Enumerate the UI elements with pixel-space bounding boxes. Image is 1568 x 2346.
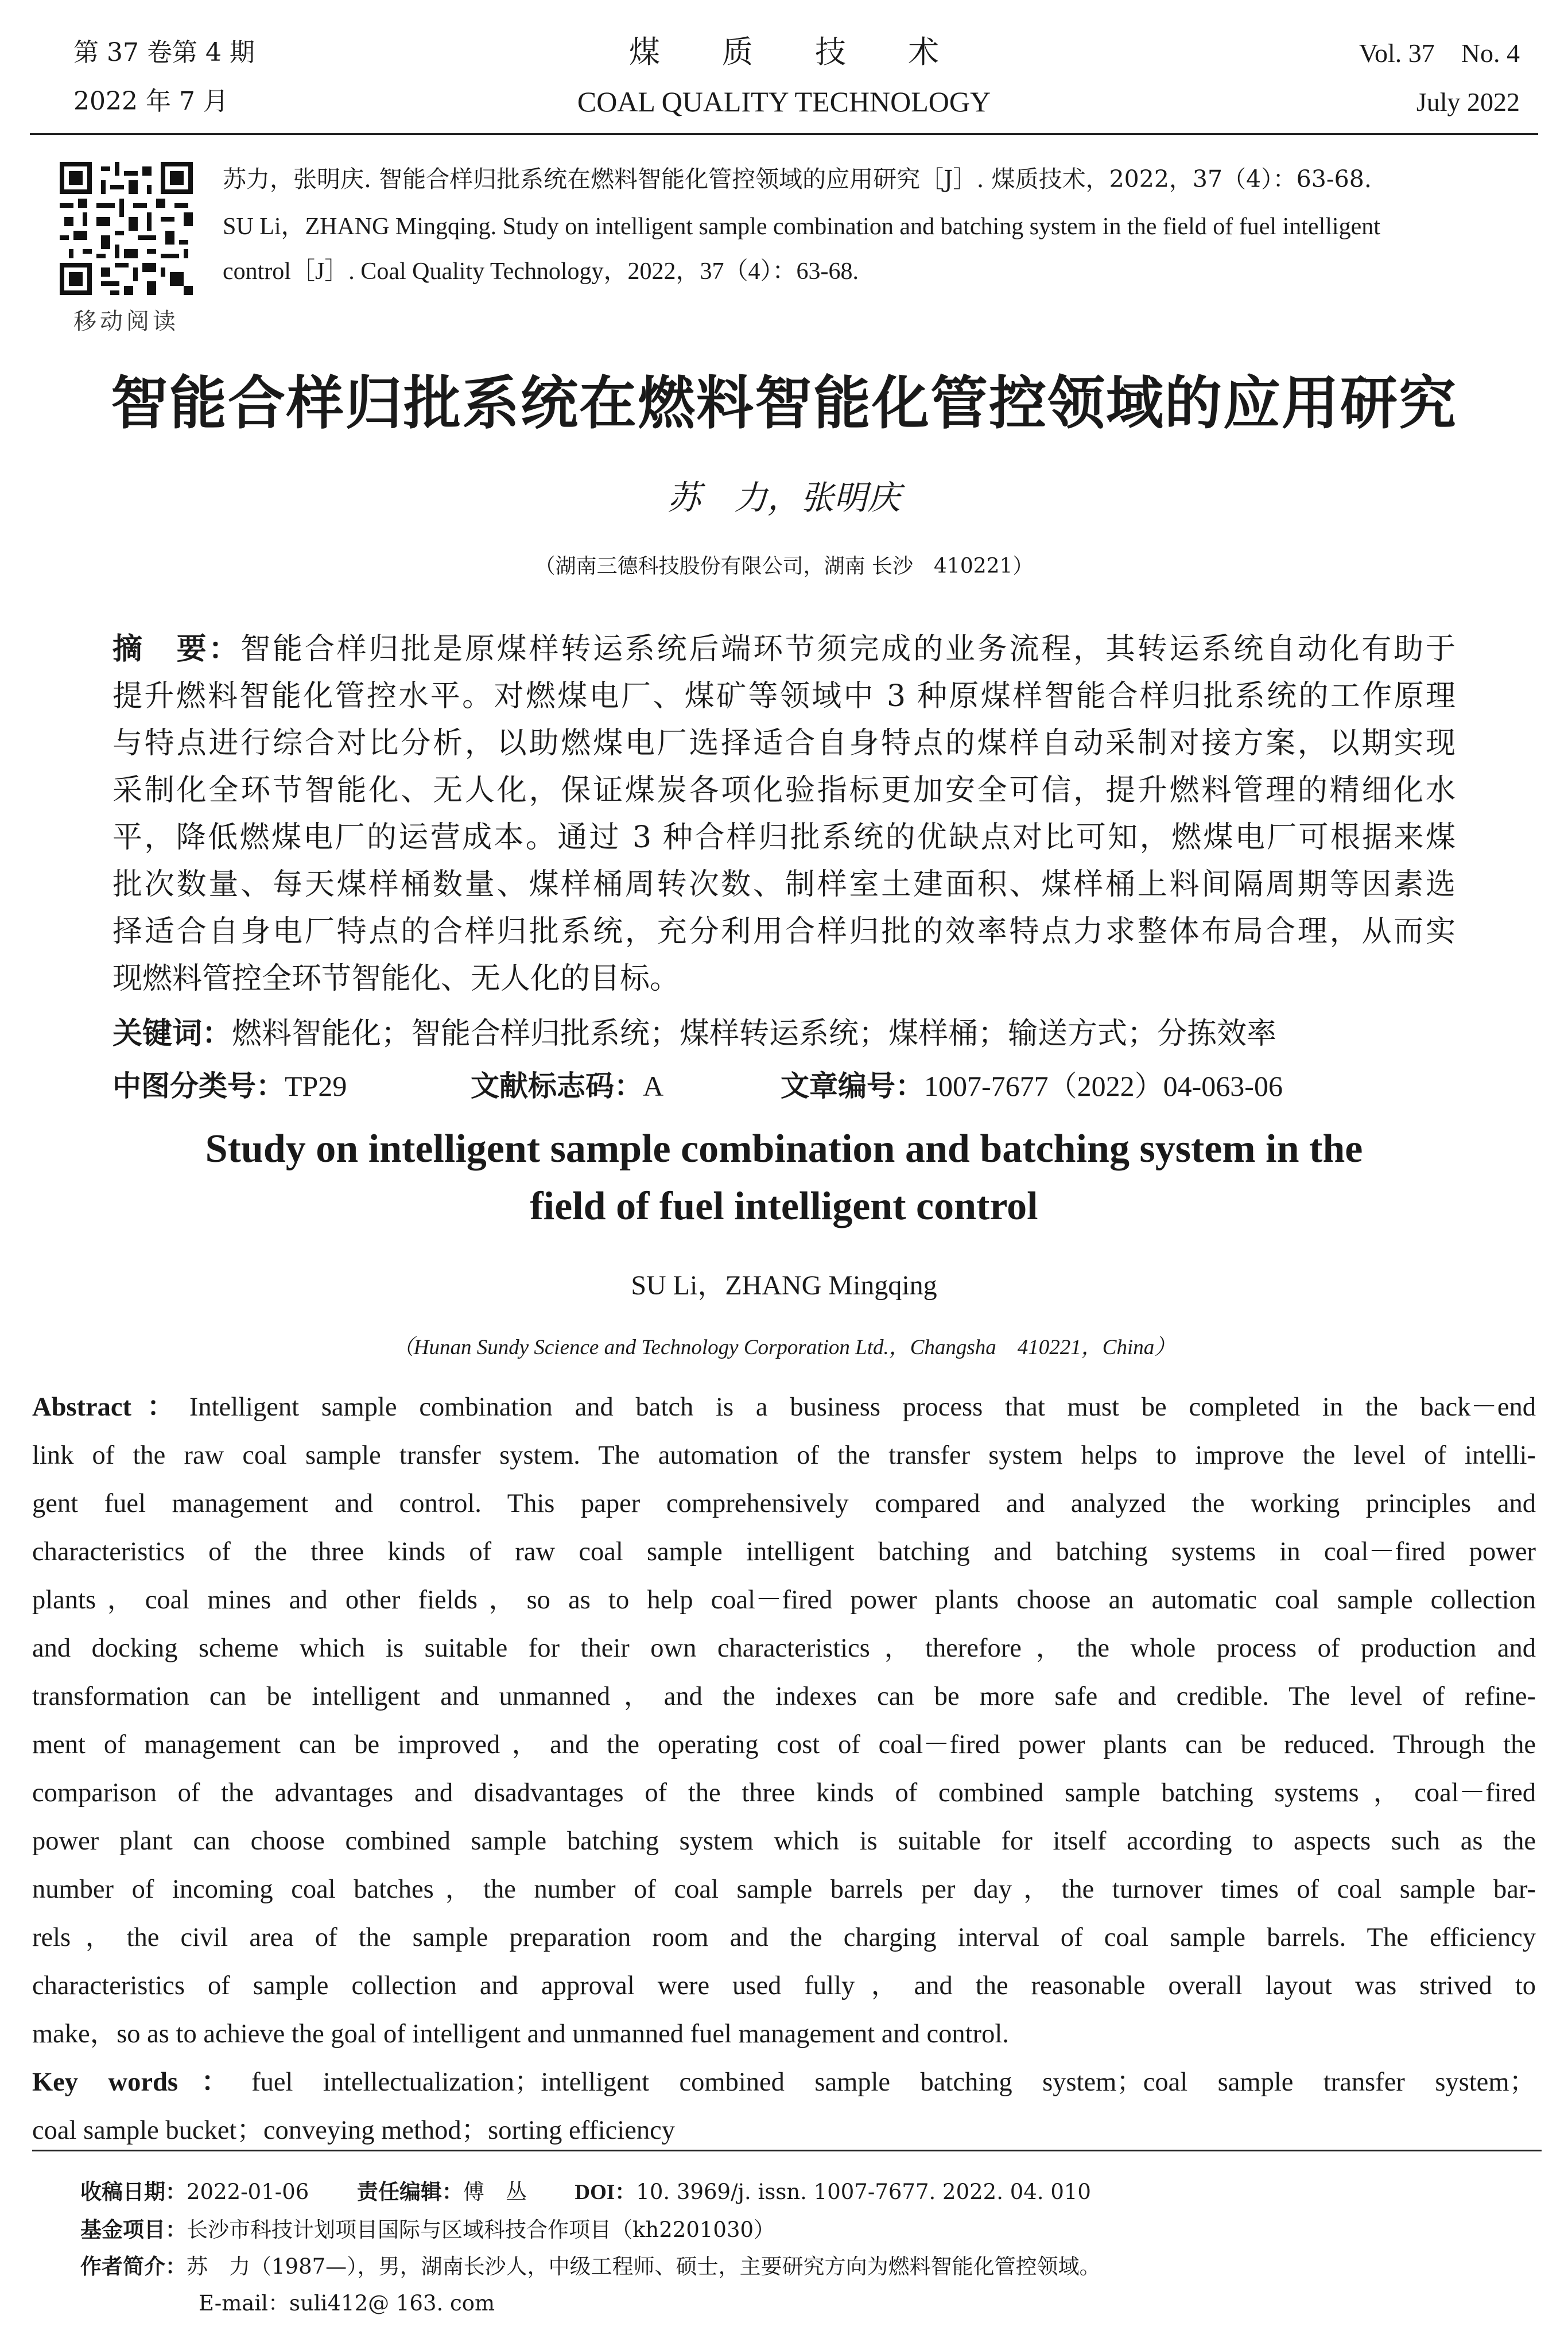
clc-label: 中图分类号： xyxy=(112,1069,285,1103)
abstract-cn-line-4: 采制化全环节智能化、无人化，保证煤炭各项化验指标更加安全可信，提升燃料管理的精细化水 xyxy=(112,773,1456,808)
received-value: 2022-01-06 xyxy=(187,2180,309,2204)
bio-label: 作者简介： xyxy=(80,2254,187,2279)
abstract-en-line-2: link of the raw coal sample transfer system. The automation of the transfer system helps to improve the level of intelli- xyxy=(32,1441,1536,1470)
clc-number xyxy=(112,1063,347,1104)
keywords-en-line-1 xyxy=(32,2058,1536,2107)
keywords-cn xyxy=(112,1010,1456,1057)
bio-value: 苏 力（1987—），男，湖南长沙人，中级工程师、硕士，主要研究方向为燃料智能化管控领域。 xyxy=(187,2254,1101,2279)
abstract-en-label: Abstract： xyxy=(32,1393,189,1422)
volume-issue-en: Vol. 37 No. 4 xyxy=(1359,38,1520,68)
footnote-received xyxy=(80,2181,1091,2203)
footnote-bio xyxy=(80,2256,1101,2277)
abstract-en-line-3: gent fuel management and control. This paper comprehensively compared and analyzed the working principles and xyxy=(32,1489,1536,1518)
footnote-fund xyxy=(80,2219,775,2240)
abstract-cn-line-1 xyxy=(112,626,1456,673)
abstract-en-line-13: characteristics of sample collection and approval were used fully，and the reasonable overall layout was strived to xyxy=(32,1971,1536,2000)
keywords-en-text: fuel intellectualization；intelligent combined sample batching system；coal sample transfer system； xyxy=(251,2068,1536,2097)
abstract-cn-text: 智能合样归批是原煤样转运系统后端环节须完成的业务流程，其转运系统自动化有助于 xyxy=(240,632,1456,666)
affiliation-en: （Hunan Sundy Science and Technology Corporation Ltd.，Changsha 410221，China） xyxy=(392,1336,1176,1359)
abstract-en-line-12: rels，the civil area of the sample preparation room and the charging interval of coal sample barrels. The efficiency xyxy=(32,1923,1536,1952)
abstract-cn-line-8: 现燃料管控全环节智能化、无人化的目标。 xyxy=(112,961,680,996)
clc-value: TP29 xyxy=(285,1070,347,1102)
citation-line-cn: 苏力，张明庆. 智能合样归批系统在燃料智能化管控领域的应用研究［J］. 煤质技术，2022，37（4）：63-68. xyxy=(223,165,1372,193)
abstract-cn-label: 摘 要： xyxy=(112,632,241,666)
journal-title-cn: 煤 质 技 术 xyxy=(629,34,939,70)
keywords-cn-label: 关键词： xyxy=(112,1017,232,1051)
doi-value: 10. 3969/j. issn. 1007-7677. 2022. 04. 010 xyxy=(636,2180,1091,2204)
header-rule xyxy=(30,133,1538,135)
citation-line-en-1: SU Li，ZHANG Mingqing. Study on intelligent sample combination and batching system in the field of fuel intelligent xyxy=(223,214,1380,240)
abstract-en-line-7: transformation can be intelligent and unmanned，and the indexes can be more safe and credible. The level of refine- xyxy=(32,1682,1536,1711)
editor-value: 傅 丛 xyxy=(463,2180,527,2204)
doc-code-label: 文献标志码： xyxy=(471,1069,643,1103)
abstract-en-line-4: characteristics of the three kinds of raw coal sample intelligent batching and batching systems in coal－fired power xyxy=(32,1537,1536,1566)
abstract-en-line-11: number of incoming coal batches，the number of coal sample barrels per day，the turnover times of coal sample bar- xyxy=(32,1875,1536,1904)
date-cn: 2022 年 7 月 xyxy=(73,87,228,116)
paper-title-en-line-1: Study on intelligent sample combination and batching system in the xyxy=(205,1127,1363,1171)
keywords-en-label: Key words： xyxy=(32,2068,252,2097)
article-number-value: 1007-7677（2022）04-063-06 xyxy=(924,1070,1283,1102)
doc-code xyxy=(471,1063,663,1104)
article-number xyxy=(781,1063,1283,1104)
qr-code-icon xyxy=(60,162,193,295)
abstract-cn-line-7: 择适合自身电厂特点的合样归批系统，充分利用合样归批的效率特点力求整体布局合理，从而实 xyxy=(112,914,1456,949)
date-en: July 2022 xyxy=(1416,87,1520,117)
abstract-en-line-6: and docking scheme which is suitable for their own characteristics，therefore，the whole process of production and xyxy=(32,1634,1536,1663)
abstract-cn-line-2: 提升燃料智能化管控水平。对燃煤电厂、煤矿等领域中 3 种原煤样智能合样归批系统的工作原理 xyxy=(112,679,1456,714)
authors-en: SU Li，ZHANG Mingqing xyxy=(631,1270,937,1301)
article-number-label: 文章编号： xyxy=(781,1069,924,1103)
abstract-en-line-10: power plant can choose combined sample batching system which is suitable for itself according to aspects such as the xyxy=(32,1827,1536,1856)
keywords-en xyxy=(32,2058,1536,2155)
authors-cn: 苏 力，张明庆 xyxy=(667,478,901,517)
footnote-rule xyxy=(32,2150,1542,2151)
received-label: 收稿日期： xyxy=(80,2180,187,2204)
abstract-en-text: Intelligent sample combination and batch is a business process that must be completed in the back－end xyxy=(189,1393,1536,1422)
footnote-email: E-mail：suli412@ 163. com xyxy=(199,2291,495,2316)
abstract-en xyxy=(32,1383,1536,2058)
abstract-en-line-5: plants，coal mines and other fields，so as to help coal－fired power plants choose an automatic coal sample collection xyxy=(32,1585,1536,1615)
journal-title-en: COAL QUALITY TECHNOLOGY xyxy=(577,86,991,118)
fund-value: 长沙市科技计划项目国际与区域科技合作项目（kh2201030） xyxy=(187,2217,775,2242)
paper-title-en-line-2: field of fuel intelligent control xyxy=(530,1184,1038,1228)
abstract-cn-line-3: 与特点进行综合对比分析，以助燃煤电厂选择适合自身特点的煤样自动采制对接方案，以期实现 xyxy=(112,726,1456,761)
volume-issue-cn: 第 37 卷第 4 期 xyxy=(73,38,255,67)
qr-caption: 移动阅读 xyxy=(73,308,179,335)
abstract-cn xyxy=(112,626,1456,1002)
paper-title-cn: 智能合样归批系统在燃料智能化管控领域的应用研究 xyxy=(111,370,1457,437)
affiliation-cn: （湖南三德科技股份有限公司，湖南 长沙 410221） xyxy=(534,554,1034,578)
keywords-en-line-2: coal sample bucket；conveying method；sorting efficiency xyxy=(32,2116,675,2145)
fund-label: 基金项目： xyxy=(80,2217,187,2242)
doi-label: DOI： xyxy=(575,2181,636,2204)
abstract-en-line-1 xyxy=(32,1383,1536,1432)
doc-code-value: A xyxy=(643,1070,664,1102)
citation-line-en-2: control［J］. Coal Quality Technology，2022，37（4）：63-68. xyxy=(223,258,859,285)
abstract-cn-line-5: 平，降低燃煤电厂的运营成本。通过 3 种合样归批系统的优缺点对比可知，燃煤电厂可根据来煤 xyxy=(112,820,1456,855)
abstract-en-line-14: make，so as to achieve the goal of intelligent and unmanned fuel management and control. xyxy=(32,2019,1009,2049)
abstract-en-line-9: comparison of the advantages and disadvantages of the three kinds of combined sample batching systems，coal－fired xyxy=(32,1778,1536,1808)
abstract-en-line-8: ment of management can be improved，and the operating cost of coal－fired power plants can be reduced. Through the xyxy=(32,1730,1536,1759)
keywords-cn-text: 燃料智能化；智能合样归批系统；煤样转运系统；煤样桶；输送方式；分拣效率 xyxy=(232,1017,1277,1051)
abstract-cn-line-6: 批次数量、每天煤样桶数量、煤样桶周转次数、制样室土建面积、煤样桶上料间隔周期等因素选 xyxy=(112,867,1456,902)
editor-label: 责任编辑： xyxy=(356,2180,463,2204)
